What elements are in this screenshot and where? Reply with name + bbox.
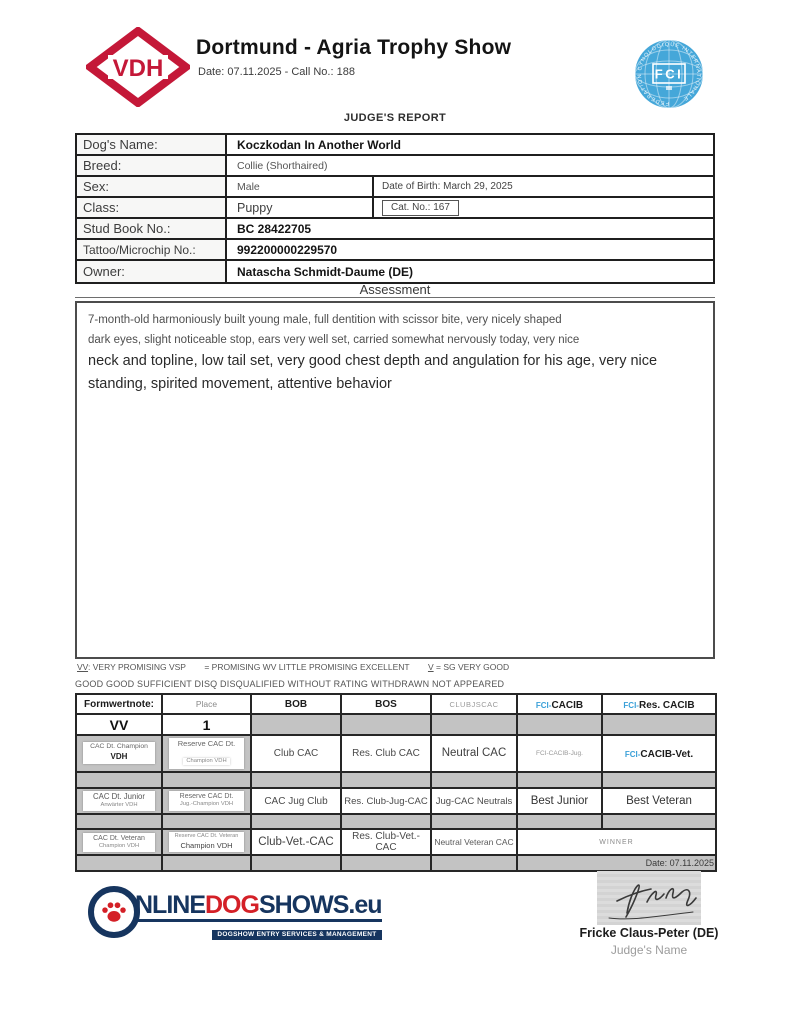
breed-value: Collie (Shorthaired) [237,159,328,172]
page-title: Dortmund - Agria Trophy Show [196,36,512,59]
info-row-class [77,198,713,219]
empty-cell [431,772,517,788]
grading-legend-line1 [77,662,525,672]
owner-value: Natascha Schmidt-Daume (DE) [237,264,414,279]
onlinedogshows-logo [88,886,382,941]
legend-mid: = PROMISING WV LITTLE PROMISING EXCELLENT [204,662,410,672]
grade-value: VV [76,714,162,735]
junior-row [76,788,716,815]
judge-name-label: Judge's Name [610,943,688,957]
assessment-title: Assessment [359,282,431,297]
reserve-cac-veteran-cell: Reserve CAC Dt. Veteran Champion VDH [162,829,251,855]
empty-cell [517,714,602,735]
assessment-line-2: dark eyes, slight noticeable stop, ears very well set, carried somewhat nervously today, very nice [88,334,580,347]
spacer-row [76,772,716,788]
empty-cell [162,814,251,829]
microchip-value: 992200000229570 [237,242,338,257]
club-cac-cell: Club CAC [251,735,341,772]
results-table [75,693,717,872]
info-row-stud-book [77,219,713,240]
empty-cell [517,814,602,829]
owner-label: Owner: [77,261,227,282]
grading-legend-line2: GOOD GOOD SUFFICIENT DISQ DISQUALIFIED WITHOUT RATING WITHDRAWN NOT APPEARED [75,679,505,689]
formwertnote-header: Formwertnote: [76,694,162,714]
champion-row [76,735,716,772]
class-label: Class: [77,198,227,217]
logo-tagline: DOGSHOW ENTRY SERVICES & MANAGEMENT [212,930,381,940]
assessment-divider [75,297,715,298]
info-row-dogs-name [77,135,713,156]
neutral-cac-cell: Neutral CAC [431,735,517,772]
fci-cacib-vet-cell: FCI-CACIB-Vet. [602,735,716,772]
club-cac-header: CLUBJSCAC [431,694,517,714]
class-value: Puppy [237,200,273,215]
stud-book-label: Stud Book No.: [77,219,227,238]
empty-cell [341,814,431,829]
jug-cac-neutrals-cell: Jug-CAC Neutrals [431,788,517,815]
breed-label: Breed: [77,156,227,175]
winner-cell: WINNER [517,829,716,855]
empty-cell [76,814,162,829]
fci-cacib-jug-cell: FCI-CACIB-Jug. [517,735,602,772]
onlinedogshows-wordmark [135,893,382,941]
res-club-vet-cac-cell: Res. Club-Vet.-CAC [341,829,431,855]
empty-cell [431,814,517,829]
neutral-veteran-cac-cell: Neutral Veteran CAC [431,829,517,855]
place-header: Place [162,694,251,714]
stud-book-value: BC 28422705 [237,221,312,236]
bos-header: BOS [341,694,431,714]
cat-no-cell [372,198,713,217]
empty-cell [341,772,431,788]
best-veteran-cell: Best Veteran [602,788,716,815]
show-date-line: Date: 07.11.2025 - Call No.: 188 [198,66,355,78]
info-row-owner [77,261,713,282]
empty-cell [251,714,341,735]
assessment-line-3: neck and topline, low tail set, very good chest depth and angulation for his age, very nice [88,353,658,370]
res-club-jug-cac-cell: Res. Club-Jug-CAC [341,788,431,815]
dogs-name-label: Dog's Name: [77,135,227,154]
assessment-line-4: standing, spirited movement, attentive behavior [88,375,392,392]
legend-vv-text: : VERY PROMISING VSP [88,662,186,672]
judge-signature [597,871,701,925]
logo-text-dog: DOG [205,891,259,919]
dogs-name-value: Koczkodan In Another World [237,137,401,152]
logo-text-shows: SHOWS.eu [258,891,382,919]
fci-logo-text: FCI [654,66,684,82]
cac-jug-club-cell: CAC Jug Club [251,788,341,815]
report-title: JUDGE'S REPORT [343,112,447,124]
signature-date: Date: 07.11.2025 [645,858,714,868]
cac-veteran-cell: CAC Dt. Veteran Champion VDH [76,829,162,855]
best-junior-cell: Best Junior [517,788,602,815]
veteran-row [76,829,716,855]
empty-cell [341,855,431,871]
sex-label: Sex: [77,177,227,196]
empty-cell [517,772,602,788]
bob-header: BOB [251,694,341,714]
vdh-logo-text: VDH [112,55,164,82]
spacer-row [76,855,716,871]
fci-res-cacib-header: FCI-Res. CACIB [602,694,716,714]
info-row-sex [77,177,713,198]
fci-ring-text: FEDERATION CYNOLOGIQUE INTERNATIONALE [636,41,702,107]
spacer-row [76,814,716,829]
club-vet-cac-cell: Club-Vet.-CAC [251,829,341,855]
cac-champion-cell: CAC Dt. Champion VDH [76,735,162,772]
date-of-birth-value: Date of Birth: March 29, 2025 [372,177,713,196]
empty-cell [341,714,431,735]
place-value: 1 [162,714,251,735]
sex-value: Male [237,180,260,193]
microchip-label: Tattoo/Microchip No.: [77,240,227,259]
vdh-logo-icon [86,27,190,112]
cat-no-value: Cat. No.: 167 [382,200,459,216]
legend-v-text: = SG VERY GOOD [436,662,510,672]
logo-text-nline: NLINE [135,891,205,919]
paw-icon [88,886,140,938]
empty-cell [251,814,341,829]
reserve-cac-cell: Reserve CAC Dt. Champion VDH [162,735,251,772]
fci-logo-icon [632,37,706,116]
empty-cell [162,855,251,871]
res-club-cac-cell: Res. Club CAC [341,735,431,772]
legend-v: V [427,662,434,672]
info-row-microchip [77,240,713,261]
assessment-text-area [75,301,715,659]
empty-cell [602,814,716,829]
empty-cell [251,855,341,871]
legend-vv: VV [77,662,89,672]
judge-name: Fricke Claus-Peter (DE) [579,926,719,940]
assessment-line-1: 7-month-old harmoniously built young male, full dentition with scissor bite, very nicely shaped [88,314,562,326]
empty-cell [602,714,716,735]
empty-cell [76,772,162,788]
empty-cell [162,772,251,788]
reserve-cac-junior-cell: Reserve CAC Dt. Jug.-Champion VDH [162,788,251,815]
fci-cacib-header: FCI-CACIB [517,694,602,714]
info-row-breed [77,156,713,177]
empty-cell [76,855,162,871]
results-value-row [76,714,716,735]
dog-info-table [75,133,715,284]
empty-cell [431,855,517,871]
empty-cell [251,772,341,788]
cac-junior-cell: CAC Dt. Junior Anwärter VDH [76,788,162,815]
results-header-row [76,694,716,714]
empty-cell [431,714,517,735]
empty-cell [602,772,716,788]
